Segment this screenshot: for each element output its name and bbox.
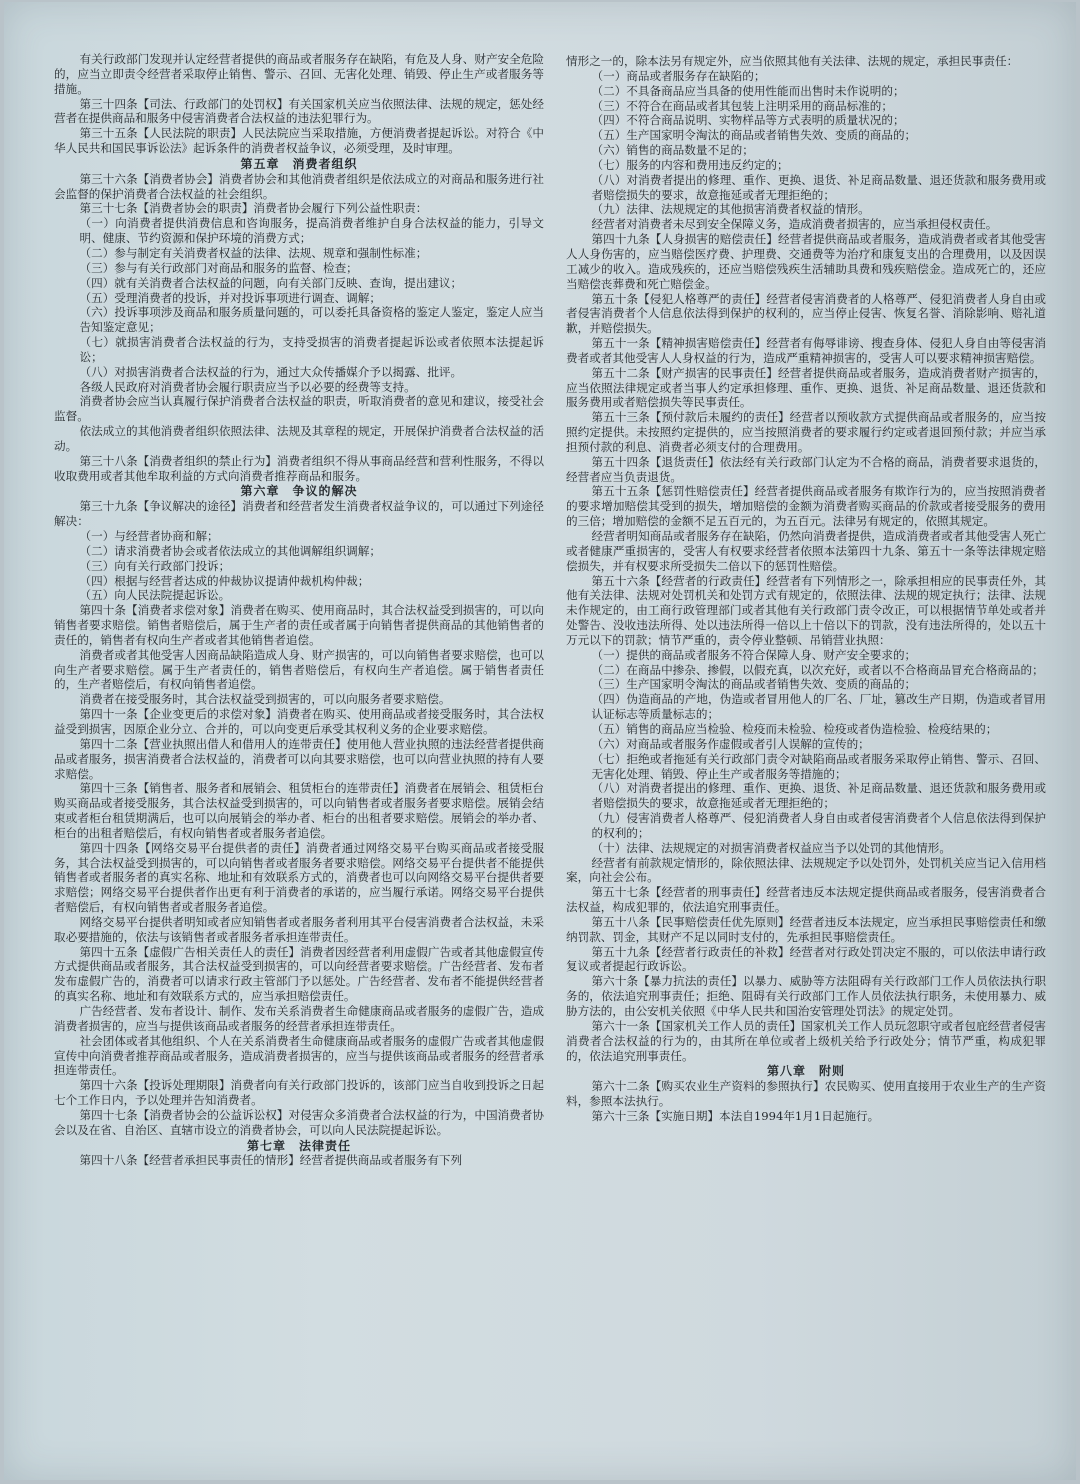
list-item: （九）侵害消费者人格尊严、侵犯消费者人身自由或者侵害消费者个人信息依法得到保护的权利的； — [591, 811, 1046, 840]
list-item: （一）向消费者提供消费信息和咨询服务，提高消费者维护自身合法权益的能力，引导文明、健康、节约资源和保护环境的消费方式； — [79, 216, 544, 246]
list-item: （五）销售的商品应当检验、检疫而未检验、检疫或者伪造检验、检疫结果的； — [591, 721, 998, 736]
paragraph: 第五十六条【经营者的行政责任】经营者有下列情形之一，除承担相应的民事责任外，其他有关法律、法规对处罚机关和处罚方式有规定的，依照法律、法规的规定执行；法律、法规未作规定的，由工商行政管理部门或者其他有关行政部门责令改正，可以根据情节单处或者并处警告、没收违法所得、处以违法所得一倍以上十倍以下的罚款，没有违法所得的，处以五十万元以下的罚款；情节严重的，责令停业整顿、吊销营业执照： — [566, 573, 1046, 647]
paragraph: 依法成立的其他消费者组织依照法律、法规及其章程的规定，开展保护消费者合法权益的活动。 — [54, 424, 544, 453]
list-item: （二）请求消费者协会或者依法成立的其他调解组织调解； — [79, 543, 381, 558]
list-item: （一）提供的商品或者服务不符合保障人身、财产安全要求的； — [591, 647, 917, 662]
list-item: （五）生产国家明令淘汰的商品或者销售失效、变质的商品的； — [591, 128, 917, 143]
paragraph: 第五十七条【经营者的刑事责任】经营者违反本法规定提供商品或者服务，侵害消费者合法权益，构成犯罪的，依法追究刑事责任。 — [566, 885, 1046, 915]
paragraph: 第五十八条【民事赔偿责任优先原则】经营者违反本法规定，应当承担民事赔偿责任和缴纳罚款、罚金，其财产不足以同时支付的，先承担民事赔偿责任。 — [566, 914, 1046, 944]
paragraph: 第四十七条【消费者协会的公益诉讼权】对侵害众多消费者合法权益的行为，中国消费者协会以及在省、自治区、直辖市设立的消费者协会，可以向人民法院提起诉讼。 — [54, 1107, 544, 1137]
list-item: （四）根据与经营者达成的仲裁协议提请仲裁机构仲裁； — [79, 573, 370, 588]
paragraph: 经营者对消费者未尽到安全保障义务，造成消费者损害的，应当承担侵权责任。 — [591, 217, 998, 232]
paragraph: 第四十四条【网络交易平台提供者的责任】消费者通过网络交易平台购买商品或者接受服务，其合法权益受到损害的，可以向销售者或者服务者要求赔偿。网络交易平台提供者不能提供销售者或者服务者的真实名称、地址和有效联系方式的，消费者也可以向网络交易平台提供者要求赔偿；网络交易平台提供者作出更有利于消费者的承诺的，应当履行承诺。网络交易平台提供者赔偿后，有权向销售者或者服务者追偿。 — [54, 840, 544, 915]
list-item: （三）生产国家明令淘汰的商品或者销售失效、变质的商品的； — [591, 677, 917, 692]
paragraph: 第四十八条【经营者承担民事责任的情形】经营者提供商品或者服务有下列 — [79, 1153, 463, 1168]
paragraph: 第五十九条【经营者行政责任的补救】经营者对行政处罚决定不服的，可以依法申请行政复议或者提起行政诉讼。 — [566, 944, 1046, 974]
chapter-heading: 第五章 消费者组织 — [240, 156, 358, 171]
list-item: （五）受理消费者的投诉，并对投诉事项进行调查、调解； — [79, 290, 381, 305]
paragraph: 情形之一的，除本法另有规定外，应当依照其他有关法律、法规的规定，承担民事责任： — [566, 54, 1019, 68]
list-item: （八）对消费者提出的修理、重作、更换、退货、补足商品数量、退还货款和服务费用或者赔偿损失的要求，故意拖延或者无理拒绝的； — [591, 781, 1046, 811]
paragraph: 社会团体或者其他组织、个人在关系消费者生命健康商品或者服务的虚假广告或者其他虚假宣传中向消费者推荐商品或者服务，造成消费者损害的，应当与提供该商品或者服务的经营者承担连带责任。 — [54, 1033, 544, 1078]
paragraph: 第三十九条【争议解决的途径】消费者和经营者发生消费者权益争议的，可以通过下列途径解决： — [54, 499, 544, 529]
paragraph: 第三十四条【司法、行政部门的处罚权】有关国家机关应当依照法律、法规的规定，惩处经营者在提供商品和服务中侵害消费者合法权益的违法犯罪行为。 — [54, 96, 544, 126]
list-item: （八）对损害消费者合法权益的行为，通过大众传播媒介予以揭露、批评。 — [79, 364, 463, 379]
paragraph: 第五十二条【财产损害的民事责任】经营者提供商品或者服务，造成消费者财产损害的，应当依照法律规定或者当事人约定承担修理、重作、更换、退货、补足商品数量、退还货款和服务费用或者赔偿损失等民事责任。 — [566, 365, 1046, 410]
chapter-heading: 第七章 法律责任 — [246, 1138, 351, 1153]
paragraph: 第五十三条【预付款后未履约的责任】经营者以预收款方式提供商品或者服务的，应当按照约定提供。未按照约定提供的，应当按照消费者的要求履行约定或者退回预付款；并应当承担预付款的利息、消费者必须支付的合理费用。 — [566, 410, 1046, 454]
list-item: （三）不符合在商品或者其包装上注明采用的商品标准的； — [591, 98, 893, 113]
list-item: （二）在商品中掺杂、掺假，以假充真，以次充好，或者以不合格商品冒充合格商品的； — [591, 662, 1044, 677]
paragraph: 消费者协会应当认真履行保护消费者合法权益的职责，听取消费者的意见和建议，接受社会监督。 — [54, 394, 544, 424]
list-item: （六）投诉事项涉及商品和服务质量问题的，可以委托具备资格的鉴定人鉴定，鉴定人应当告知鉴定意见； — [79, 305, 544, 335]
paragraph: 消费者或者其他受害人因商品缺陷造成人身、财产损害的，可以向销售者要求赔偿，也可以向生产者要求赔偿。属于生产者责任的，销售者赔偿后，有权向生产者追偿。属于销售者责任的，生产者赔偿后，有权向销售者追偿。 — [54, 647, 544, 692]
list-item: （六）对商品或者服务作虚假或者引人误解的宣传的； — [591, 736, 870, 751]
list-item: （四）就有关消费者合法权益的问题，向有关部门反映、查询，提出建议； — [79, 275, 463, 290]
paragraph: 第四十九条【人身损害的赔偿责任】经营者提供商品或者服务，造成消费者或者其他受害人人身伤害的，应当赔偿医疗费、护理费、交通费等为治疗和康复支出的合理费用，以及因误工减少的收入。造成残疾的，还应当赔偿残疾生活辅助具费和残疾赔偿金。造成死亡的，还应当赔偿丧葬费和死亡赔偿金。 — [566, 232, 1046, 291]
paragraph: 第六十一条【国家机关工作人员的责任】国家机关工作人员玩忽职守或者包庇经营者侵害消费者合法权益的行为的，由其所在单位或者上级机关给予行政处分；情节严重，构成犯罪的，依法追究刑事责任。 — [566, 1018, 1046, 1063]
paragraph: 第六十三条【实施日期】本法自1994年1月1日起施行。 — [591, 1108, 880, 1123]
list-item: （二）参与制定有关消费者权益的法律、法规、规章和强制性标准； — [79, 245, 428, 260]
paragraph: 第六十条【暴力抗法的责任】以暴力、威胁等方法阻碍有关行政部门工作人员依法执行职务的，依法追究刑事责任；拒绝、阻碍有关行政部门工作人员依法执行职务，未使用暴力、威胁方法的，由公安机关依照《中华人民共和国治安管理处罚法》的规定处罚。 — [566, 974, 1046, 1018]
paragraph: 各级人民政府对消费者协会履行职责应当予以必要的经费等支持。 — [79, 379, 416, 394]
paragraph: 有关行政部门发现并认定经营者提供的商品或者服务存在缺陷，有危及人身、财产安全危险的，应当立即责令经营者采取停止销售、警示、召回、无害化处理、销毁、停止生产或者服务等措施。 — [54, 52, 544, 96]
list-item: （七）就损害消费者合法权益的行为，支持受损害的消费者提起诉讼或者依照本法提起诉讼； — [79, 335, 544, 364]
right-column — [566, 54, 1046, 1124]
paragraph: 第三十八条【消费者组织的禁止行为】消费者组织不得从事商品经营和营利性服务，不得以收取费用或者其他牟取利益的方式向消费者推荐商品和服务。 — [54, 453, 544, 483]
chapter-heading: 第六章 争议的解决 — [240, 484, 358, 499]
list-item: （十）法律、法规规定的对损害消费者权益应当予以处罚的其他情形。 — [591, 840, 951, 855]
list-item: （四）不符合商品说明、实物样品等方式表明的质量状况的； — [591, 113, 905, 128]
list-item: （八）对消费者提出的修理、重作、更换、退货、补足商品数量、退还货款和服务费用或者赔偿损失的要求，故意拖延或者无理拒绝的； — [591, 172, 1046, 202]
paragraph: 第五十一条【精神损害赔偿责任】经营者有侮辱诽谤、搜查身体、侵犯人身自由等侵害消费者或者其他受害人人身权益的行为，造成严重精神损害的，受害人可以要求精神损害赔偿。 — [566, 336, 1046, 365]
paragraph: 网络交易平台提供者明知或者应知销售者或者服务者利用其平台侵害消费者合法权益，未采取必要措施的，依法与该销售者或者服务者承担连带责任。 — [54, 914, 544, 944]
paragraph: 第六十二条【购买农业生产资料的参照执行】农民购买、使用直接用于农业生产的生产资料，参照本法执行。 — [566, 1079, 1046, 1109]
paragraph: 第三十七条【消费者协会的职责】消费者协会履行下列公益性职责： — [79, 201, 428, 216]
list-item: （七）服务的内容和费用违反约定的； — [591, 157, 789, 172]
paragraph: 第四十五条【虚假广告相关责任人的责任】消费者因经营者利用虚假广告或者其他虚假宣传方式提供商品或者服务，其合法权益受到损害的，可以向经营者要求赔偿。广告经营者、发布者发布虚假广告的，消费者可以请求行政主管部门予以惩处。广告经营者、发布者不能提供经营者的真实名称、地址和有效联系方式的，应当承担赔偿责任。 — [54, 944, 544, 1004]
list-item: （二）不具备商品应当具备的使用性能而出售时未作说明的； — [591, 83, 905, 98]
list-item: （九）法律、法规规定的其他损害消费者权益的情形。 — [591, 202, 870, 217]
paragraph: 第四十六条【投诉处理期限】消费者向有关行政部门投诉的，该部门应当自收到投诉之日起七个工作日内，予以处理并告知消费者。 — [54, 1078, 544, 1108]
paragraph: 第五十四条【退货责任】依法经有关行政部门认定为不合格的商品，消费者要求退货的，经营者应当负责退货。 — [566, 454, 1046, 484]
paragraph: 经营者有前款规定情形的，除依照法律、法规规定予以处罚外，处罚机关应当记入信用档案，向社会公布。 — [566, 855, 1046, 885]
paragraph: 经营者明知商品或者服务存在缺陷，仍然向消费者提供，造成消费者或者其他受害人死亡或者健康严重损害的，受害人有权要求经营者依照本法第四十九条、第五十一条等法律规定赔偿损失，并有权要求所受损失二倍以下的惩罚性赔偿。 — [566, 529, 1046, 573]
paragraph: 消费者在接受服务时，其合法权益受到损害的，可以向服务者要求赔偿。 — [79, 692, 451, 707]
chapter-heading: 第八章 附则 — [766, 1064, 845, 1079]
paragraph: 第四十三条【销售者、服务者和展销会、租赁柜台的连带责任】消费者在展销会、租赁柜台购买商品或者接受服务，其合法权益受到损害的，可以向销售者或者服务者要求赔偿。展销会结束或者柜台租赁期满后，也可以向展销会的举办者、柜台的出租者要求赔偿。展销会的举办者、柜台的出租者赔偿后，有权向销售者或者服务者追偿。 — [54, 781, 544, 840]
list-item: （三）参与有关行政部门对商品和服务的监督、检查； — [79, 260, 358, 275]
paragraph: 第四十一条【企业变更后的求偿对象】消费者在购买、使用商品或者接受服务时，其合法权益受到损害，因原企业分立、合并的，可以向变更后承受其权利义务的企业要求赔偿。 — [54, 707, 544, 736]
paragraph: 第三十六条【消费者协会】消费者协会和其他消费者组织是依法成立的对商品和服务进行社会监督的保护消费者合法权益的社会组织。 — [54, 171, 544, 201]
list-item: （五）向人民法院提起诉讼。 — [79, 588, 231, 603]
paragraph: 第四十条【消费者求偿对象】消费者在购买、使用商品时，其合法权益受到损害的，可以向销售者要求赔偿。销售者赔偿后，属于生产者的责任或者属于向销售者提供商品的其他销售者的责任的，销售者有权向生产者或者其他销售者追偿。 — [54, 603, 544, 647]
list-item: （七）拒绝或者拖延有关行政部门责令对缺陷商品或者服务采取停止销售、警示、召回、无害化处理、销毁、停止生产或者服务等措施的； — [591, 751, 1046, 781]
paragraph: 第三十五条【人民法院的职责】人民法院应当采取措施，方便消费者提起诉讼。对符合《中华人民共和国民事诉讼法》起诉条件的消费者权益争议，必须受理，及时审理。 — [54, 126, 544, 156]
list-item: （三）向有关行政部门投诉； — [79, 558, 231, 573]
paragraph: 第五十条【侵犯人格尊严的责任】经营者侵害消费者的人格尊严、侵犯消费者人身自由或者侵害消费者个人信息依法得到保护的权利的，应当停止侵害、恢复名誉、消除影响、赔礼道歉，并赔偿损失。 — [566, 291, 1046, 336]
document-sheet — [4, 2, 1076, 1480]
list-item: （一）商品或者服务存在缺陷的； — [591, 68, 766, 83]
paragraph: 第四十二条【营业执照出借人和借用人的连带责任】使用他人营业执照的违法经营者提供商品或者服务，损害消费者合法权益的，消费者可以向其要求赔偿，也可以向营业执照的持有人要求赔偿。 — [54, 736, 544, 781]
list-item: （一）与经营者协商和解； — [79, 529, 219, 543]
paragraph: 广告经营者、发布者设计、制作、发布关系消费者生命健康商品或者服务的虚假广告，造成消费者损害的，应当与提供该商品或者服务的经营者承担连带责任。 — [54, 1004, 544, 1033]
left-column — [54, 52, 544, 1168]
list-item: （六）销售的商品数量不足的； — [591, 143, 754, 158]
list-item: （四）伪造商品的产地，伪造或者冒用他人的厂名、厂址，篡改生产日期，伪造或者冒用认证标志等质量标志的； — [591, 692, 1046, 722]
paragraph: 第五十五条【惩罚性赔偿责任】经营者提供商品或者服务有欺诈行为的，应当按照消费者的要求增加赔偿其受到的损失，增加赔偿的金额为消费者购买商品的价款或者接受服务的费用的三倍；增加赔偿的金额不足五百元的，为五百元。法律另有规定的，依照其规定。 — [566, 484, 1046, 529]
